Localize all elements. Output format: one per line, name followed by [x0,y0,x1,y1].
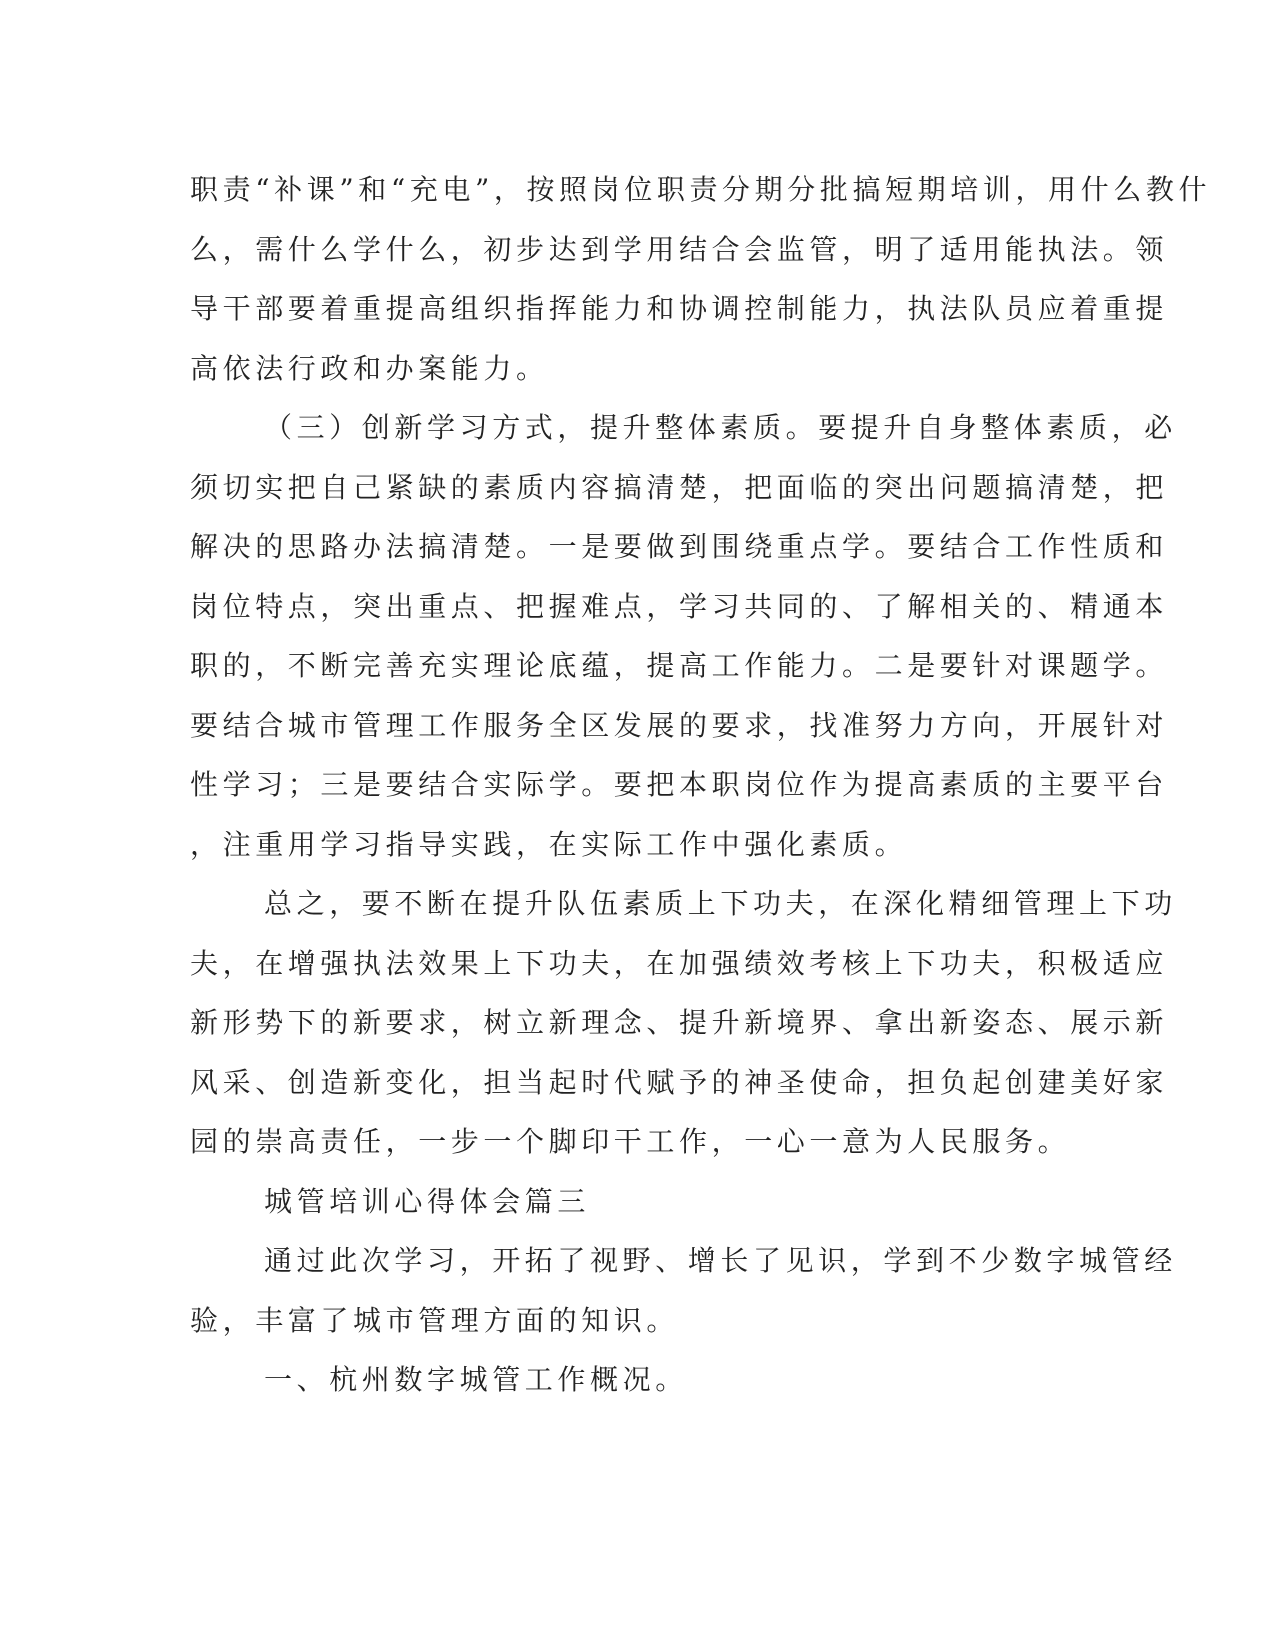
section-title-text: 城管培训心得体会篇三 [264,1184,591,1218]
heading [190,1350,1085,1410]
paragraph [190,874,1177,1172]
text-line: 导干部要着重提高组织指挥能力和协调控制能力，执法队员应着重提 [190,292,1169,325]
document-body [190,160,1212,1410]
text-line: 验，丰富了城市管理方面的知识。 [190,1303,680,1337]
paragraph [190,398,1177,874]
text-line: 通过此次学习，开拓了视野、增长了见识，学到不少数字城管经 [264,1244,1177,1277]
text-line: 要结合城市管理工作服务全区发展的要求，找准努力方向，开展针对 [190,708,1169,742]
text-line: 高依法行政和办案能力。 [190,351,549,385]
text-line: 夫，在增强执法效果上下功夫，在加强绩效考核上下功夫，积极适应 [190,946,1169,980]
heading-text: 一、杭州数字城管工作概况。 [264,1363,688,1396]
text-line: 性学习；三是要结合实际学。要把本职岗位作为提高素质的主要平台 [190,768,1169,801]
text-line: 职责“补课”和“充电”，按照岗位职责分期分批搞短期培训，用什么教什 [190,173,1212,206]
text-line: 岗位特点，突出重点、把握难点，学习共同的、了解相关的、精通本 [190,589,1169,623]
section-title [190,1172,1085,1232]
text-line: 总之，要不断在提升队伍素质上下功夫，在深化精细管理上下功 [264,887,1177,920]
text-line: ，注重用学习指导实践，在实际工作中强化素质。 [190,827,908,861]
text-line: 须切实把自己紧缺的素质内容搞清楚，把面临的突出问题搞清楚，把 [190,470,1169,504]
paragraph [190,160,1212,398]
text-line: （三）创新学习方式，提升整体素质。要提升自身整体素质，必 [264,411,1177,444]
text-line: 么，需什么学什么，初步达到学用结合会监管，明了适用能执法。领 [190,232,1169,266]
paragraph [190,1231,1177,1350]
text-line: 风采、创造新变化，担当起时代赋予的神圣使命，担负起创建美好家 [190,1065,1169,1099]
text-line: 职的，不断完善充实理论底蕴，提高工作能力。二是要针对课题学。 [190,649,1169,682]
text-line: 园的崇高责任，一步一个脚印干工作，一心一意为人民服务。 [190,1125,1071,1158]
text-line: 新形势下的新要求，树立新理念、提升新境界、拿出新姿态、展示新 [190,1006,1169,1039]
text-line: 解决的思路办法搞清楚。一是要做到围绕重点学。要结合工作性质和 [190,530,1169,563]
